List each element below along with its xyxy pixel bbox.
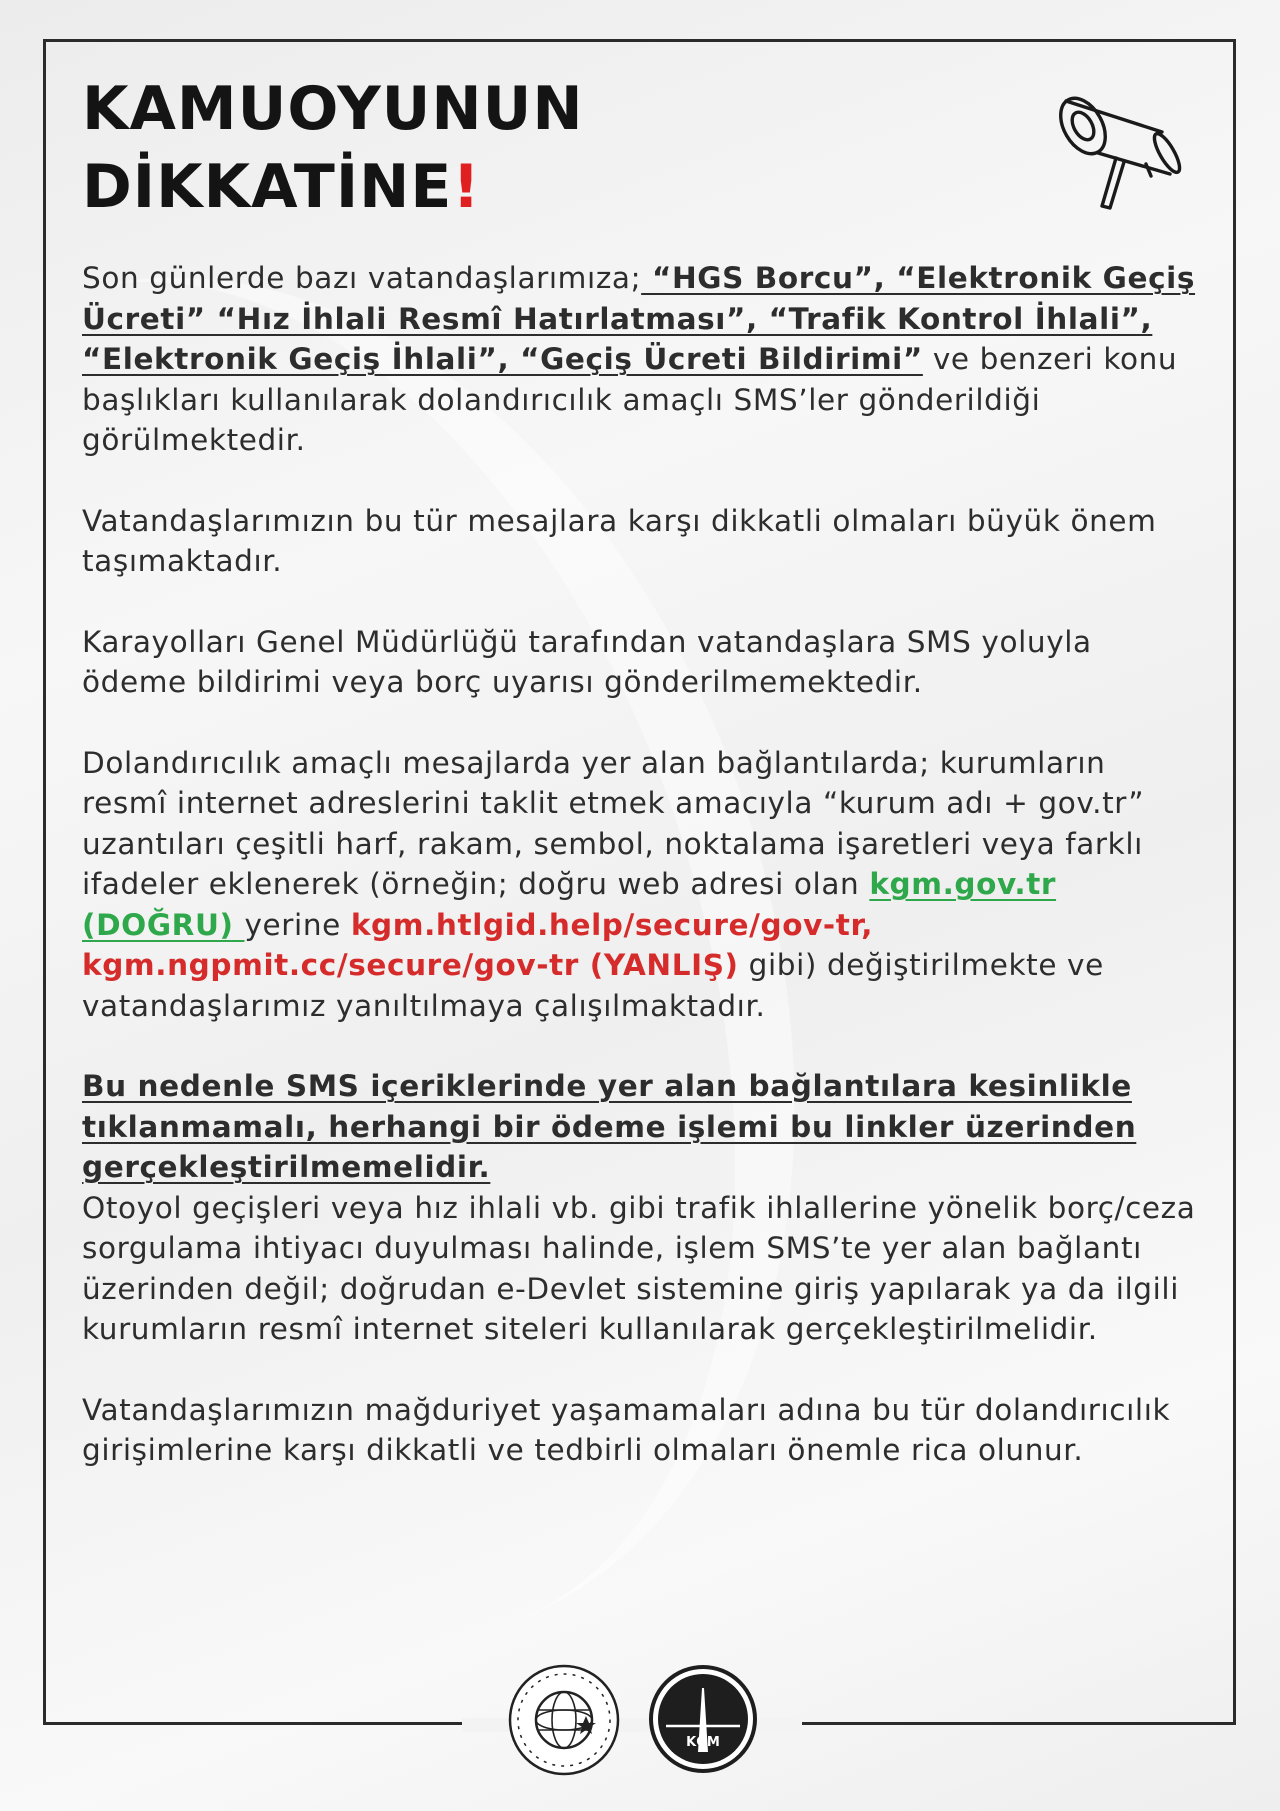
paragraph-1 <box>82 258 1200 461</box>
p1-topics: “HGS Borcu”, “Elektronik Geçiş Ücreti” “Hız İhlali Resmî Hatırlatması”, “Trafik Kontrol İhlali”, “Elektronik Geçiş İhlali”, “Geçiş Ücreti Bildirimi” <box>82 261 1196 376</box>
p1-lead: Son günlerde bazı vatandaşlarımıza; <box>82 261 642 295</box>
title-line-2: DİKKATİNE <box>82 152 453 222</box>
kgm-logo <box>648 1664 758 1774</box>
wrong-url-text: kgm.htlgid.help/secure/gov-tr, kgm.ngpmit.cc/secure/gov-tr (YANLIŞ) <box>82 907 874 982</box>
ministry-seal-logo <box>508 1664 620 1776</box>
p4-tail: gibi) değiştirilmekte ve vatandaşlarımız yanıltılmaya çalışılmaktadır. <box>82 948 1104 1023</box>
notice-body <box>82 258 1200 1471</box>
paragraph-5-warning <box>82 1066 1200 1188</box>
title-line-1: KAMUOYUNUN <box>82 74 584 144</box>
correct-url-link[interactable]: kgm.gov.tr (DOĞRU) <box>82 867 1057 942</box>
paragraph-3: Karayolları Genel Müdürlüğü tarafından vatandaşlara SMS yoluyla ödeme bildirimi veya borç uyarısı gönderilmemektedir. <box>82 624 1092 699</box>
p4-lead: Dolandırıcılık amaçlı mesajlarda yer alan bağlantılarda; kurumların resmî internet adreslerini taklit etmek amacıyla “kurum adı + gov.tr” uzantıları çeşitli harf, rakam, sembol, noktalama işaretleri veya farklı ifadeler eklenerek (örneğin; doğru web adresi olan <box>82 745 1145 901</box>
paragraph-4 <box>82 743 1200 1027</box>
p4-mid: yerine <box>244 907 351 942</box>
page-title <box>82 70 584 226</box>
p1-tail: ve benzeri konu başlıkları kullanılarak dolandırıcılık amaçlı SMS’ler gönderildiği görülmektedir. <box>82 342 1178 457</box>
kgm-logo-text: KGM <box>686 1735 720 1750</box>
megaphone-icon <box>1050 74 1190 214</box>
exclamation-mark: ! <box>452 152 481 222</box>
footer-logos <box>508 1664 758 1776</box>
warning-text: Bu nedenle SMS içeriklerinde yer alan bağlantılara kesinlikle tıklanmamalı, herhangi bir ödeme işlemi bu linkler üzerinden gerçekleştirilmemelidir. <box>82 1069 1137 1184</box>
paragraph-5: Otoyol geçişleri veya hız ihlali vb. gibi trafik ihlallerine yönelik borç/ceza sorgulama ihtiyacı duyulması halinde, işlem SMS’te yer alan bağlantı üzerinden değil; doğrudan e-Devlet sistemine giriş yapılarak ya da ilgili kurumların resmî internet siteleri kullanılarak gerçekleştirilmelidir. <box>82 1190 1196 1346</box>
paragraph-2: Vatandaşlarımızın bu tür mesajlara karşı dikkatli olmaları büyük önem taşımaktadır. <box>82 503 1157 578</box>
paragraph-6: Vatandaşlarımızın mağduriyet yaşamamaları adına bu tür dolandırıcılık girişimlerine karşı dikkatli ve tedbirli olmaları önemle rica olunur. <box>82 1392 1171 1467</box>
